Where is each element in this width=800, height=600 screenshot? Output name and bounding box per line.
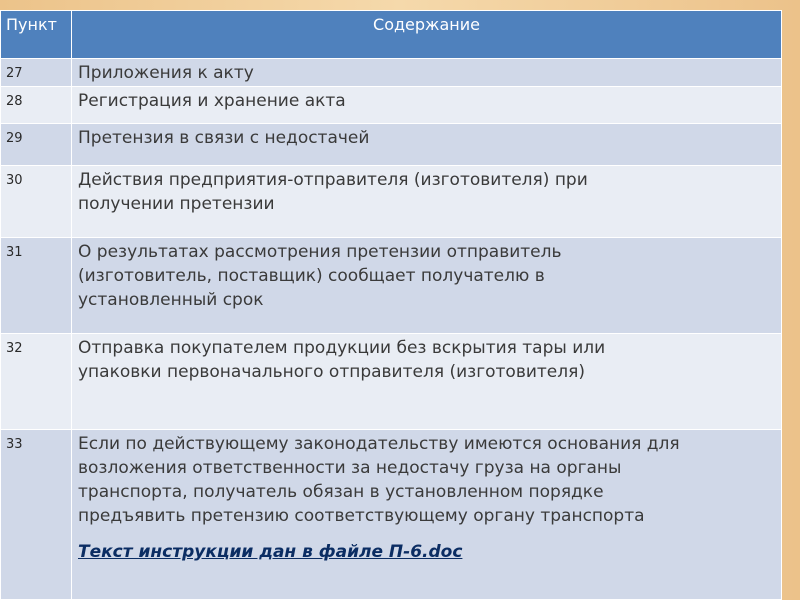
row-text-line: возложения ответственности за недостачу груза на органы [78, 458, 622, 478]
row-number: 32 [1, 334, 72, 430]
row-number: 31 [1, 238, 72, 334]
row-text-line: Если по действующему законодательству имеются основания для [78, 434, 680, 454]
row-number: 28 [1, 87, 72, 124]
row-number: 30 [1, 166, 72, 238]
table-row [1, 124, 782, 166]
row-content [72, 238, 782, 334]
row-content [72, 430, 782, 600]
table-row [1, 430, 782, 600]
row-text-line: (изготовитель, поставщик) сообщает получателю в [78, 266, 545, 286]
row-text-line: транспорта, получатель обязан в установленном порядке [78, 482, 604, 502]
row-text-line: Приложения к акту [78, 63, 254, 83]
row-content [72, 59, 782, 87]
row-text-line: Действия предприятия-отправителя (изготовителя) при [78, 170, 588, 190]
row-text-line: установленный срок [78, 290, 264, 310]
row-text-line: получении претензии [78, 194, 275, 214]
row-number: 29 [1, 124, 72, 166]
row-text-line: упаковки первоначального отправителя (изготовителя) [78, 362, 585, 382]
table-row [1, 238, 782, 334]
table-row [1, 166, 782, 238]
table-row [1, 59, 782, 87]
row-number: 27 [1, 59, 72, 87]
instruction-file-link[interactable]: Текст инструкции дан в файле П-6.doc [78, 542, 463, 562]
header-content: Содержание [72, 11, 782, 59]
instruction-table [0, 10, 782, 600]
table-row [1, 334, 782, 430]
row-text-line: Претензия в связи с недостачей [78, 128, 370, 148]
table-row [1, 87, 782, 124]
row-text-line: предъявить претензию соответствующему органу транспорта [78, 506, 645, 526]
row-number: 33 [1, 430, 72, 600]
row-content [72, 166, 782, 238]
row-content [72, 334, 782, 430]
table-header-row [1, 11, 782, 59]
row-content [72, 87, 782, 124]
row-text-line: Регистрация и хранение акта [78, 91, 346, 111]
row-content [72, 124, 782, 166]
row-text-line: О результатах рассмотрения претензии отправитель [78, 242, 562, 262]
row-text-line: Отправка покупателем продукции без вскрытия тары или [78, 338, 606, 358]
header-number: Пункт [1, 11, 72, 59]
